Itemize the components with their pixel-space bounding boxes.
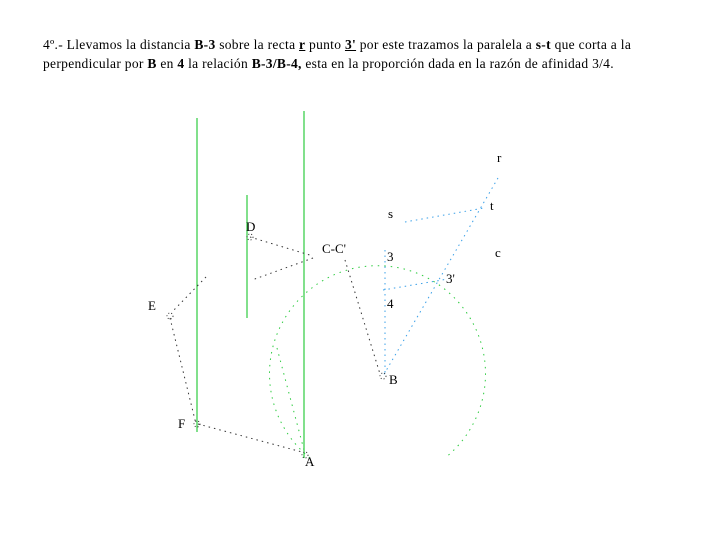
- label-CC: C-C': [322, 241, 347, 256]
- line-s-t: [405, 208, 484, 222]
- label-F: F: [178, 416, 186, 431]
- label-s: s: [388, 206, 394, 221]
- label-D: D: [246, 219, 256, 234]
- green-dotted-arc: [270, 266, 486, 458]
- line-r: [383, 178, 498, 376]
- line-E-top: [172, 277, 206, 312]
- label-E: E: [148, 298, 156, 313]
- line-CC-B: [345, 260, 380, 374]
- label-4: 4: [387, 296, 394, 311]
- label-B: B: [389, 372, 398, 387]
- caption-text: 4º.- Llevamos la distancia B-3 sobre la recta r punto 3' por este trazamos la paralela a s-t que corta a la perpendicular por B en 4 la relación B-3/B-4, esta en la proporción dada en la razón de afinidad 3/4.: [43, 37, 632, 71]
- line-F-A: [198, 424, 302, 452]
- label-c: c: [495, 245, 501, 260]
- point-B-marker: [380, 373, 386, 379]
- label-A: A: [305, 454, 315, 469]
- label-3: 3: [387, 249, 394, 264]
- line-E-F: [170, 318, 196, 424]
- label-r: r: [497, 150, 502, 165]
- green-dotted-line-A: [277, 348, 304, 450]
- label-3prime: 3': [446, 271, 455, 286]
- label-t: t: [490, 198, 494, 213]
- line-3prime-parallel: [383, 279, 448, 290]
